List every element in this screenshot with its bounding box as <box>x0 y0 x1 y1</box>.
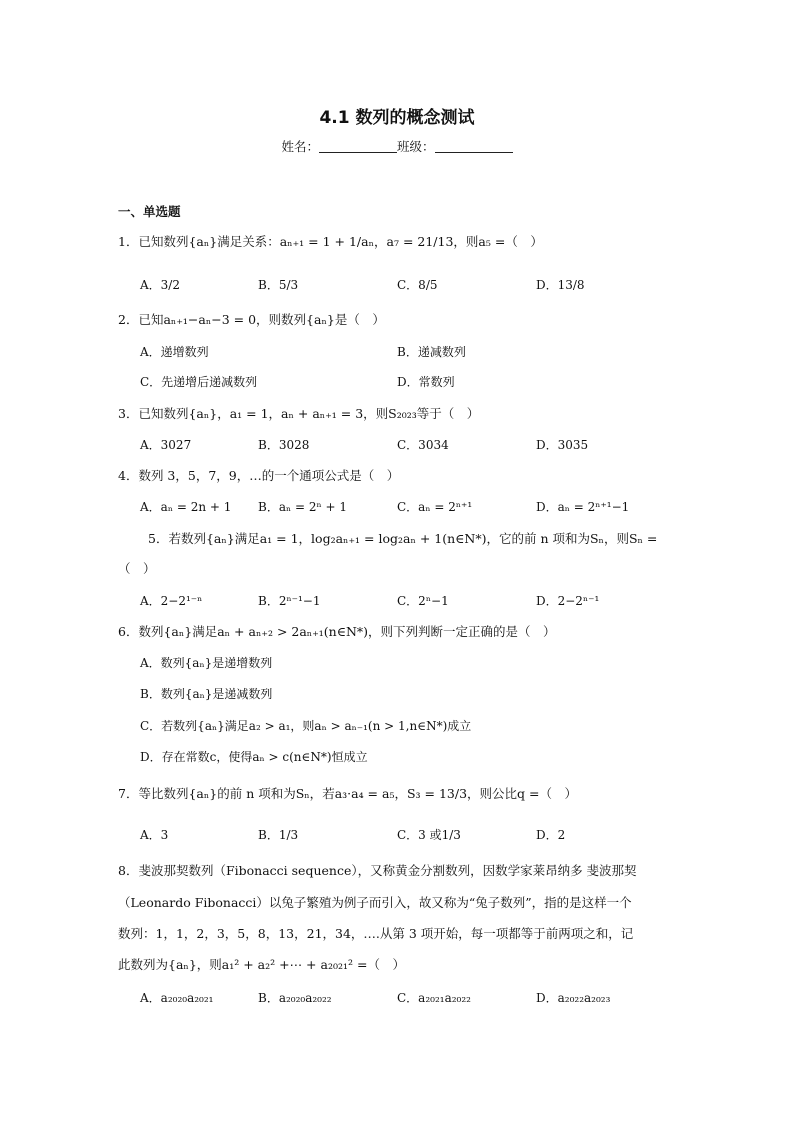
q7-option-b[interactable]: B．1/3 <box>258 828 299 842</box>
q8-option-a[interactable]: A．a₂₀₂₀a₂₀₂₁ <box>140 991 214 1005</box>
q5-option-c[interactable]: C．2ⁿ−1 <box>397 594 449 608</box>
q4-option-d[interactable]: D．aₙ = 2ⁿ⁺¹−1 <box>536 500 630 514</box>
q7-option-a[interactable]: A．3 <box>140 828 169 842</box>
q6-option-c[interactable]: C．若数列{aₙ}满足a₂ > a₁，则aₙ > aₙ₋₁(n > 1,n∈N*)成立 <box>140 719 472 733</box>
q6-option-a[interactable]: A．数列{aₙ}是递增数列 <box>140 656 273 670</box>
question-8-line-4: 此数列为{aₙ}，则a₁² + a₂² +⋯ + a₂₀₂₁² =（ ） <box>118 957 405 972</box>
q5-option-d[interactable]: D．2−2ⁿ⁻¹ <box>536 594 600 608</box>
q1-option-b[interactable]: B．5/3 <box>258 278 299 292</box>
question-1-stem: 1．已知数列{aₙ}满足关系：aₙ₊₁ = 1 + 1/aₙ，a₇ = 21/13，则a₅ =（ ） <box>118 234 543 249</box>
question-7-stem: 7．等比数列{aₙ}的前 n 项和为Sₙ，若a₃·a₄ = a₅，S₃ = 13/3，则公比q =（ ） <box>118 786 577 801</box>
q3-option-d[interactable]: D．3035 <box>536 438 589 452</box>
name-label: 姓名： <box>281 139 319 154</box>
question-5-stem-continued: （ ） <box>118 561 156 576</box>
q4-option-b[interactable]: B．aₙ = 2ⁿ + 1 <box>258 500 347 514</box>
question-8-line-1: 8．斐波那契数列（Fibonacci sequence），又称黄金分割数列，因数学家莱昂纳多 斐波那契 <box>118 863 637 878</box>
q3-option-c[interactable]: C．3034 <box>397 438 449 452</box>
class-label: 班级： <box>397 139 435 154</box>
q8-option-c[interactable]: C．a₂₀₂₁a₂₀₂₂ <box>397 991 471 1005</box>
question-4-stem: 4．数列 3，5，7，9，…的一个通项公式是（ ） <box>118 468 400 483</box>
q6-option-d[interactable]: D．存在常数c，使得aₙ > c(n∈N*)恒成立 <box>140 750 368 764</box>
q3-option-a[interactable]: A．3027 <box>140 438 192 452</box>
question-5-stem: 5．若数列{aₙ}满足a₁ = 1，log₂aₙ₊₁ = log₂aₙ + 1(n∈N*)，它的前 n 项和为Sₙ，则Sₙ = <box>148 531 658 546</box>
q6-option-b[interactable]: B．数列{aₙ}是递减数列 <box>140 687 273 701</box>
section-heading: 一、单选题 <box>118 204 181 219</box>
question-3-stem: 3．已知数列{aₙ}，a₁ = 1，aₙ + aₙ₊₁ = 3，则S₂₀₂₃等于（ ） <box>118 406 480 421</box>
q1-option-a[interactable]: A．3/2 <box>140 278 180 292</box>
q4-option-a[interactable]: A．aₙ = 2n + 1 <box>140 500 232 514</box>
q1-option-d[interactable]: D．13/8 <box>536 278 585 292</box>
page-title: 4.1 数列的概念测试 <box>319 108 475 128</box>
q8-option-d[interactable]: D．a₂₀₂₂a₂₀₂₃ <box>536 991 611 1005</box>
q2-option-d[interactable]: D．常数列 <box>397 375 455 389</box>
q2-option-b[interactable]: B．递减数列 <box>397 345 466 359</box>
q8-option-b[interactable]: B．a₂₀₂₀a₂₀₂₂ <box>258 991 332 1005</box>
question-8-line-2: （Leonardo Fibonacci）以兔子繁殖为例子而引入，故又称为“兔子数列”，指的是这样一个 <box>118 895 632 910</box>
question-2-stem: 2．已知aₙ₊₁−aₙ−3 = 0，则数列{aₙ}是（ ） <box>118 312 385 327</box>
q5-option-b[interactable]: B．2ⁿ⁻¹−1 <box>258 594 321 608</box>
q1-option-c[interactable]: C．8/5 <box>397 278 438 292</box>
q5-option-a[interactable]: A．2−2¹⁻ⁿ <box>140 594 203 608</box>
q7-option-d[interactable]: D．2 <box>536 828 566 842</box>
q2-option-c[interactable]: C．先递增后递减数列 <box>140 375 258 389</box>
q3-option-b[interactable]: B．3028 <box>258 438 310 452</box>
class-blank[interactable] <box>435 140 513 153</box>
student-info-line <box>0 139 794 155</box>
q2-option-a[interactable]: A．递增数列 <box>140 345 209 359</box>
q4-option-c[interactable]: C．aₙ = 2ⁿ⁺¹ <box>397 500 473 514</box>
q7-option-c[interactable]: C．3 或1/3 <box>397 828 461 842</box>
question-6-stem: 6．数列{aₙ}满足aₙ + aₙ₊₂ > 2aₙ₊₁(n∈N*)，则下列判断一定正确的是（ ） <box>118 624 556 639</box>
name-blank[interactable] <box>319 140 397 153</box>
question-8-line-3: 数列：1，1，2，3，5，8，13，21，34，….从第 3 项开始，每一项都等于前两项之和，记 <box>118 926 634 941</box>
